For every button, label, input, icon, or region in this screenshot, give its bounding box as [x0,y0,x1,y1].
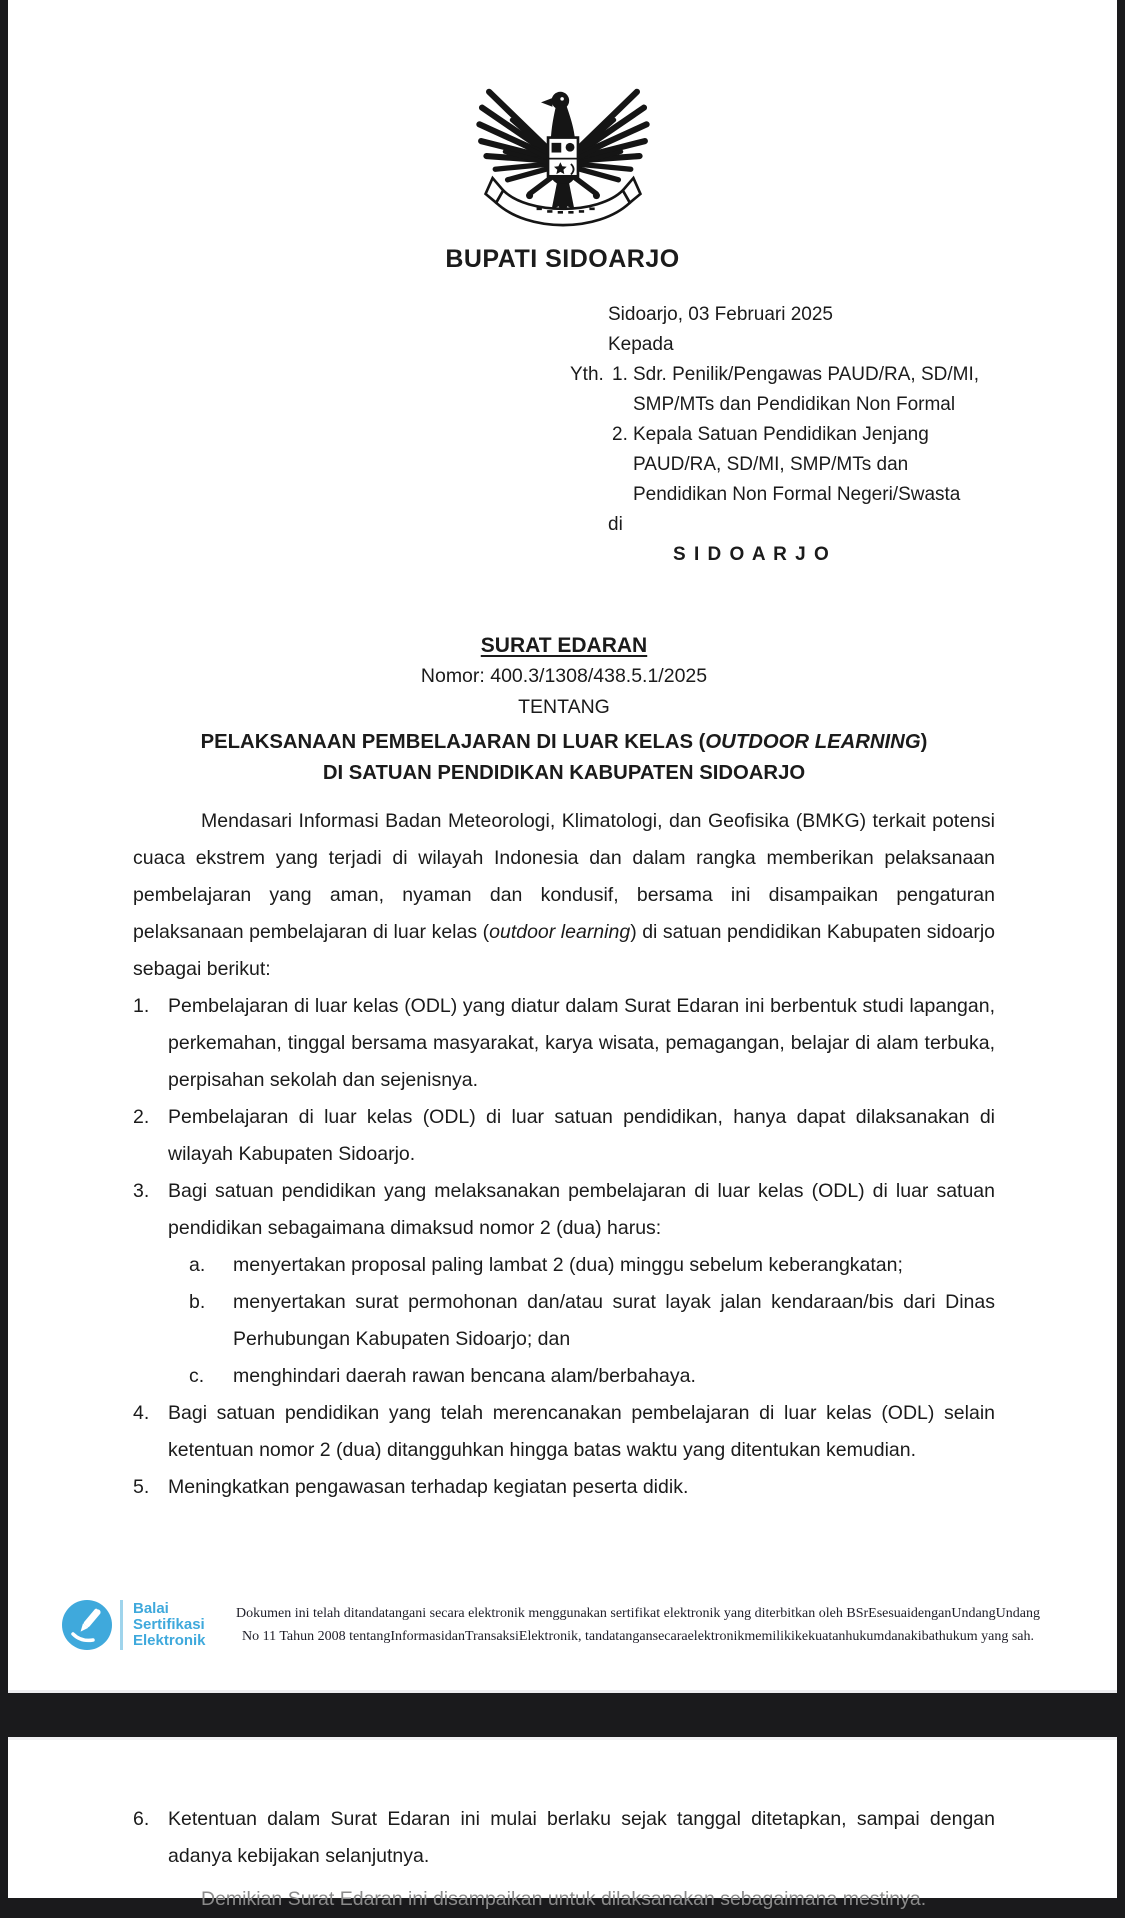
subject-italic: OUTDOOR LEARNING [705,731,921,753]
list-item-6 [133,1801,995,1875]
list-item-2 [133,1099,995,1173]
document-heading [133,630,995,789]
item-number: 1. [133,995,150,1017]
bsre-logo-text [133,1601,206,1649]
recipient-list [570,360,1010,510]
logo-divider [120,1600,123,1650]
page-gap [0,1693,1125,1737]
item-number: 3. [133,1180,150,1202]
disclaimer-line-1: Dokumen ini telah ditandatangani secara elektronik menggunakan sertifikat elektronik yang diterbitkan oleh BSrEsesuaidenganUndangUndang [236,1606,1040,1621]
subject-pre: PELAKSANAAN PEMBELAJARAN DI LUAR KELAS ( [200,731,706,753]
bsre-pen-icon [62,1600,112,1650]
sub-item-text: menyertakan surat permohonan dan/atau surat layak jalan kendaraan/bis dari Dinas Perhubungan Kabupaten Sidoarjo; dan [233,1291,995,1350]
letterhead-title: BUPATI SIDOARJO [445,245,680,273]
sub-item-c [133,1358,995,1395]
di-label: di [608,514,623,535]
letter-body-continued [133,1801,995,1910]
recipient-text: Sdr. Penilik/Pengawas PAUD/RA, SD/MI, SMP/MTs dan Pendidikan Non Formal [633,364,979,415]
sub-item-a [133,1247,995,1284]
sub-item-text: menghindari daerah rawan bencana alam/berbahaya. [233,1365,696,1387]
doc-number: Nomor: 400.3/1308/438.5.1/2025 [420,665,708,687]
bsre-word-2: Sertifikasi [133,1616,205,1633]
list-item-3 [133,1173,995,1247]
intro-pre: Mendasari Informasi Badan Meteorologi, Klimatologi, dan Geofisika (BMKG) terkait potensi cuaca ekstrem yang terjadi di wilayah Indonesia dan dalam rangka memberikan pelaksanaan pembelajaran yang aman, nyaman dan kondusif, bersama ini disampaikan pengaturan pelaksanaan pembelajaran di luar kelas ( [133,810,995,943]
page-1 [8,0,1117,1693]
sub-item-b [133,1284,995,1358]
item-text: Ketentuan dalam Surat Edaran ini mulai berlaku sejak tanggal ditetapkan, sampai dengan adanya kebijakan selanjutnya. [168,1808,995,1867]
address-block [570,300,1010,570]
recipient-item [612,360,991,420]
sub-item-letter: a. [189,1254,206,1276]
item-text: Meningkatkan pengawasan terhadap kegiatan peserta didik. [168,1476,689,1498]
bsre-word-1: Balai [133,1600,169,1617]
sub-item-text: menyertakan proposal paling lambat 2 (dua) minggu sebelum keberangkatan; [233,1254,903,1276]
item-text: Bagi satuan pendidikan yang telah merencanakan pembelajaran di luar kelas (ODL) selain ketentuan nomor 2 (dua) ditangguhkan hingga batas waktu yang ditentukan kemudian. [168,1402,995,1461]
dateline: Sidoarjo, 03 Februari 2025 [608,304,833,325]
list-item-4 [133,1395,995,1469]
sub-item-letter: c. [189,1365,205,1387]
bsre-logo [62,1600,206,1650]
item-number: 6. [133,1808,150,1830]
recipient-item [612,420,991,510]
letter-body [133,803,995,1506]
disclaimer-line-2: No 11 Tahun 2008 tentangInformasidanTransaksiElektronik, tandatangansecaraelektronikmemilikikekuatanhukumdanakibathukum yang sah. [241,1629,1035,1644]
subject-line-1 [133,727,995,758]
garuda-pancasila-emblem [475,64,651,234]
intro-post: ) di satuan pendidikan Kabupaten sidoarjo sebagai berikut: [133,921,996,980]
recipient-number: 2. [612,424,628,445]
item-number: 2. [133,1106,150,1128]
subject-line-2: DI SATUAN PENDIDIKAN KABUPATEN SIDOARJO [322,762,806,784]
bsre-word-3: Elektronik [133,1632,206,1649]
esign-footer [62,1598,1072,1668]
recipient-text: Kepala Satuan Pendidikan Jenjang PAUD/RA, SD/MI, SMP/MTs dan Pendidikan Non Formal Negeri/Swasta [633,424,961,505]
kepada-label: Kepada [608,334,674,355]
clipped-text: Demikian Surat Edaran ini disampaikan untuk dilaksanakan sebagaimana mestinya. [201,1888,927,1910]
recipient-items [612,360,991,510]
list-item-1 [133,988,995,1099]
doc-type-title: SURAT EDARAN [480,634,648,657]
item-number: 5. [133,1476,150,1498]
intro-paragraph [133,803,995,988]
sub-item-letter: b. [189,1291,206,1313]
yth-label: Yth. [570,364,604,385]
list-item-5 [133,1469,995,1506]
about-label: TENTANG [518,696,610,718]
subject-close: ) [920,731,928,753]
esign-disclaimer [203,1602,1073,1648]
item-text: Pembelajaran di luar kelas (ODL) yang diatur dalam Surat Edaran ini berbentuk studi lapangan, perkemahan, tinggal bersama masyarakat, karya wisata, pemagangan, belajar di alam terbuka, perpisahan sekolah dan sejenisnya. [168,995,995,1091]
clipped-paragraph [133,1881,995,1910]
city-name: S I D O A R J O [673,544,831,565]
page-2 [8,1737,1117,1910]
recipient-number: 1. [612,364,628,385]
item-text: Bagi satuan pendidikan yang melaksanakan pembelajaran di luar kelas (ODL) di luar satuan pendidikan sebagaimana dimaksud nomor 2 (dua) harus: [168,1180,995,1239]
item-text: Pembelajaran di luar kelas (ODL) di luar satuan pendidikan, hanya dapat dilaksanakan di wilayah Kabupaten Sidoarjo. [168,1106,995,1165]
item-number: 4. [133,1402,150,1424]
intro-italic: outdoor learning [489,921,631,943]
